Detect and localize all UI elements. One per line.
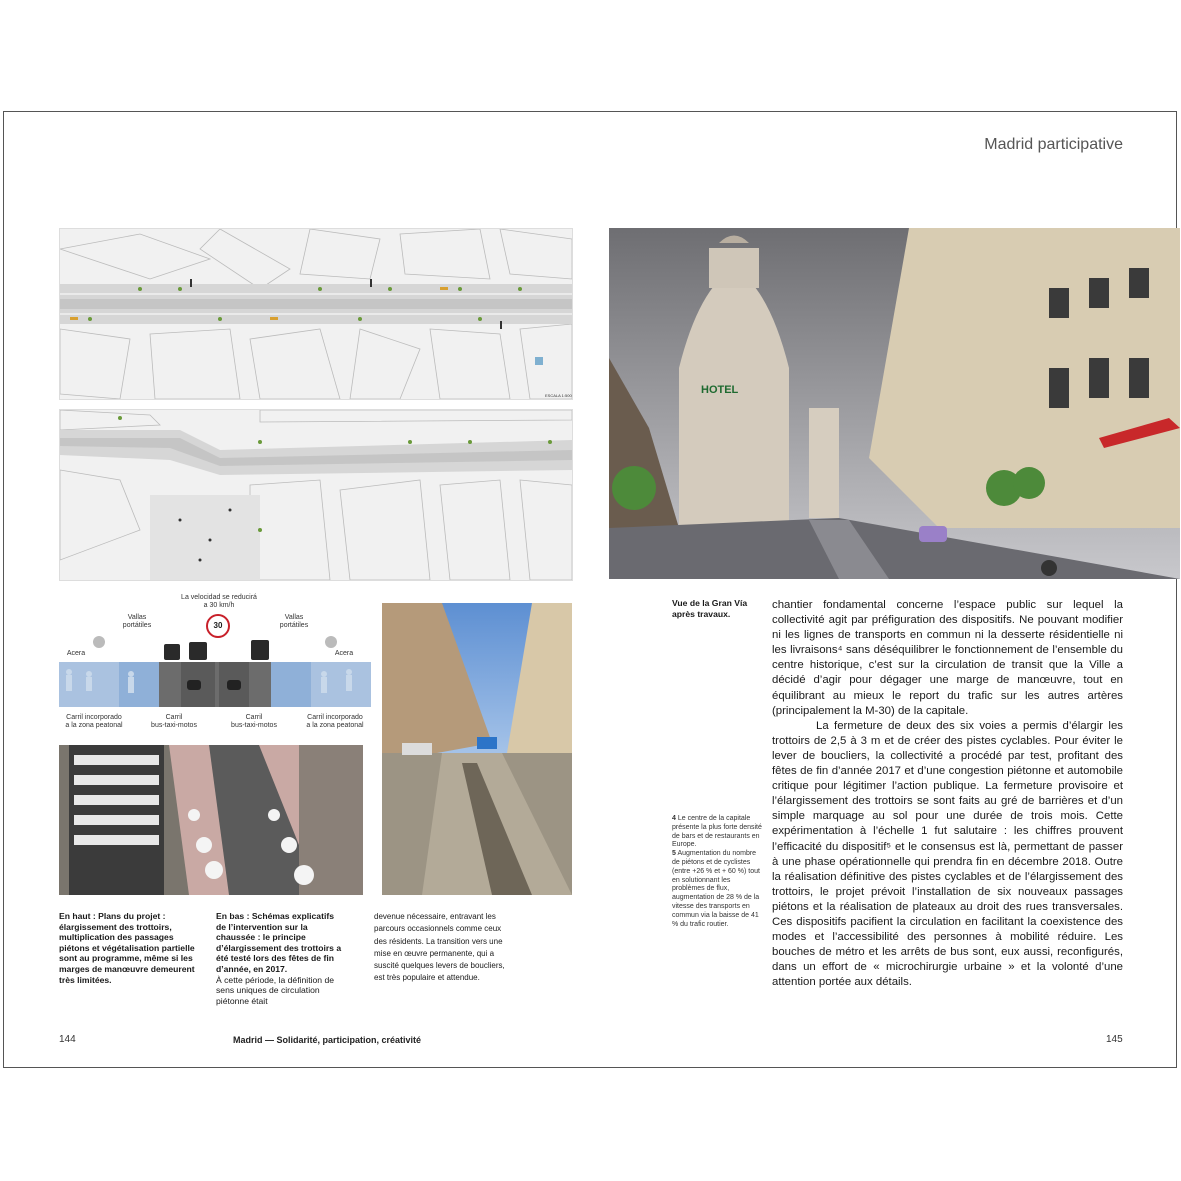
page-number-left: 144 (59, 1034, 76, 1045)
carril-incorp-right-label: Carril incorporado a la zona peatonal (306, 714, 364, 729)
street-section-diagram (59, 592, 371, 742)
acera-right-label: Acera (334, 650, 354, 657)
body-text (772, 598, 1123, 990)
footnote-4-number: 4 (672, 815, 676, 822)
vallas-right-label: Vallas portátiles (279, 614, 309, 629)
footnote-5 (672, 850, 762, 929)
section-drawing (59, 632, 371, 712)
plan-map-top-drawing (60, 229, 572, 399)
photo-caption: Vue de la Gran Vía après travaux. (672, 598, 748, 619)
hotel-sign: HOTEL (701, 384, 739, 396)
footnotes (672, 815, 762, 929)
footnote-5-number: 5 (672, 850, 676, 858)
caption-continued: devenue nécessaire, entravant les parcours occasionnels comme ceux des résidents. La transition vers une mise en œuvre permanente, qui a suscité quelques levers de boucliers, est très populaire et attendue. (374, 912, 505, 983)
carril-bus-left-label: Carril bus-taxi-motos (151, 714, 197, 729)
footnote-5-text: Augmentation du nombre de piétons et de cyclistes (entre +26 % et + 60 %) tout en solutionnant les problèmes de flux, augmentation de 28 % de la vitesse des transports en commun via la baisse de 41 % du trafic routier. (672, 850, 760, 928)
body-paragraph-2: La fermeture de deux des six voies a permis d’élargir les trottoirs de 2,5 à 3 m et de créer des pistes cyclables. Pour éviter le lever de boucliers, la collectivité a procédé par test, profitant des fêtes de fin d’année 2017 et d’une congestion piétonne et automobile critique pour légitimer l’action publique. La fermeture provisoire et l’élargissement des trottoirs se sont faits au gré de barrières et d’un simple marquage au sol pour une durée de trois mois. Cette expérimentation à l’échelle 1 fut salutaire : les chiffres prouvent l’efficacité du dispositif⁵ et le consensus est là, permettant de passer à une phase opérationnelle qui prendra fin en décembre 2018. Outre la réalisation définitive des pistes cyclables et de l’élargissement des trottoirs, le projet prévoit l’installation de six nouveaux passages piétons et la réalisation de plateaux au droit des rues transversales. Ces dispositifs pacifient la circulation en facilitant la coexistence des modes et l’accessibilité des personnes à mobilité réduire. Les bouches de métro et les arrêts de bus sont, eux aussi, reconfigurés, dans un effort de « microchirurgie urbaine » et la volonté d’une attention portée aux détails. (772, 719, 1123, 989)
footnote-4-text: Le centre de la capitale présente la plus forte densité de bars et de restaurants en Europe. (672, 815, 762, 849)
gran-via-photo (609, 228, 1180, 579)
carril-bus-right-label: Carril bus-taxi-motos (231, 714, 277, 729)
caption-schemas-regular: À cette période, la définition de sens uniques de circulation piétonne était (216, 974, 335, 1006)
caption-plans: En haut : Plans du projet : élargissement des trottoirs, multiplication des passages piétons et végétalisation partielle sont au programme, même si les marges de manœuvre demeurent très limitées. (59, 911, 195, 985)
footer-book-title: Madrid — Solidarité, participation, créativité (233, 1035, 422, 1045)
speed-limit-sign: 30 (206, 614, 230, 638)
speed-note: La velocidad se reducirá a 30 km/h (181, 594, 257, 609)
body-paragraph-1: chantier fondamental concerne l’espace public sur lequel la collectivité agit par préfiguration des dispositifs. Ne pouvant modifier ni les lignes de transports en commun ni la desserte résidentielle ni les livraisons⁴ sans déséquilibrer le fonctionnement de l’ensemble du centre historique, c’est sur la circulation de transit que la Ville a décidé d’agir pour dégager une marge de manœuvre, tout en équilibrant au mieux le report du trafic sur les autres artères (principalement la M-30) de la capitale. (772, 599, 1123, 717)
acera-left-label: Acera (66, 650, 86, 657)
page-number-right: 145 (1106, 1034, 1123, 1045)
aerial-render-photo (59, 745, 363, 895)
running-title: Madrid participative (984, 136, 1123, 153)
plan-map-bottom (59, 409, 573, 581)
carril-incorp-left-label: Carril incorporado a la zona peatonal (65, 714, 123, 729)
plan-map-bottom-drawing (60, 410, 572, 580)
caption-schemas-bold: En bas : Schémas explicatifs de l’intervention sur la chaussée : le principe d’élargissement des trottoirs a été testé lors des fêtes de fin d’année, en 2017. (216, 911, 342, 974)
vallas-left-label: Vallas portátiles (122, 614, 152, 629)
plan-map-top (59, 228, 573, 400)
construction-photo (382, 603, 572, 895)
footnote-4 (672, 815, 762, 850)
caption-schemas (216, 911, 344, 1006)
map-scale-label: ESCALA 1:500 (545, 393, 572, 398)
